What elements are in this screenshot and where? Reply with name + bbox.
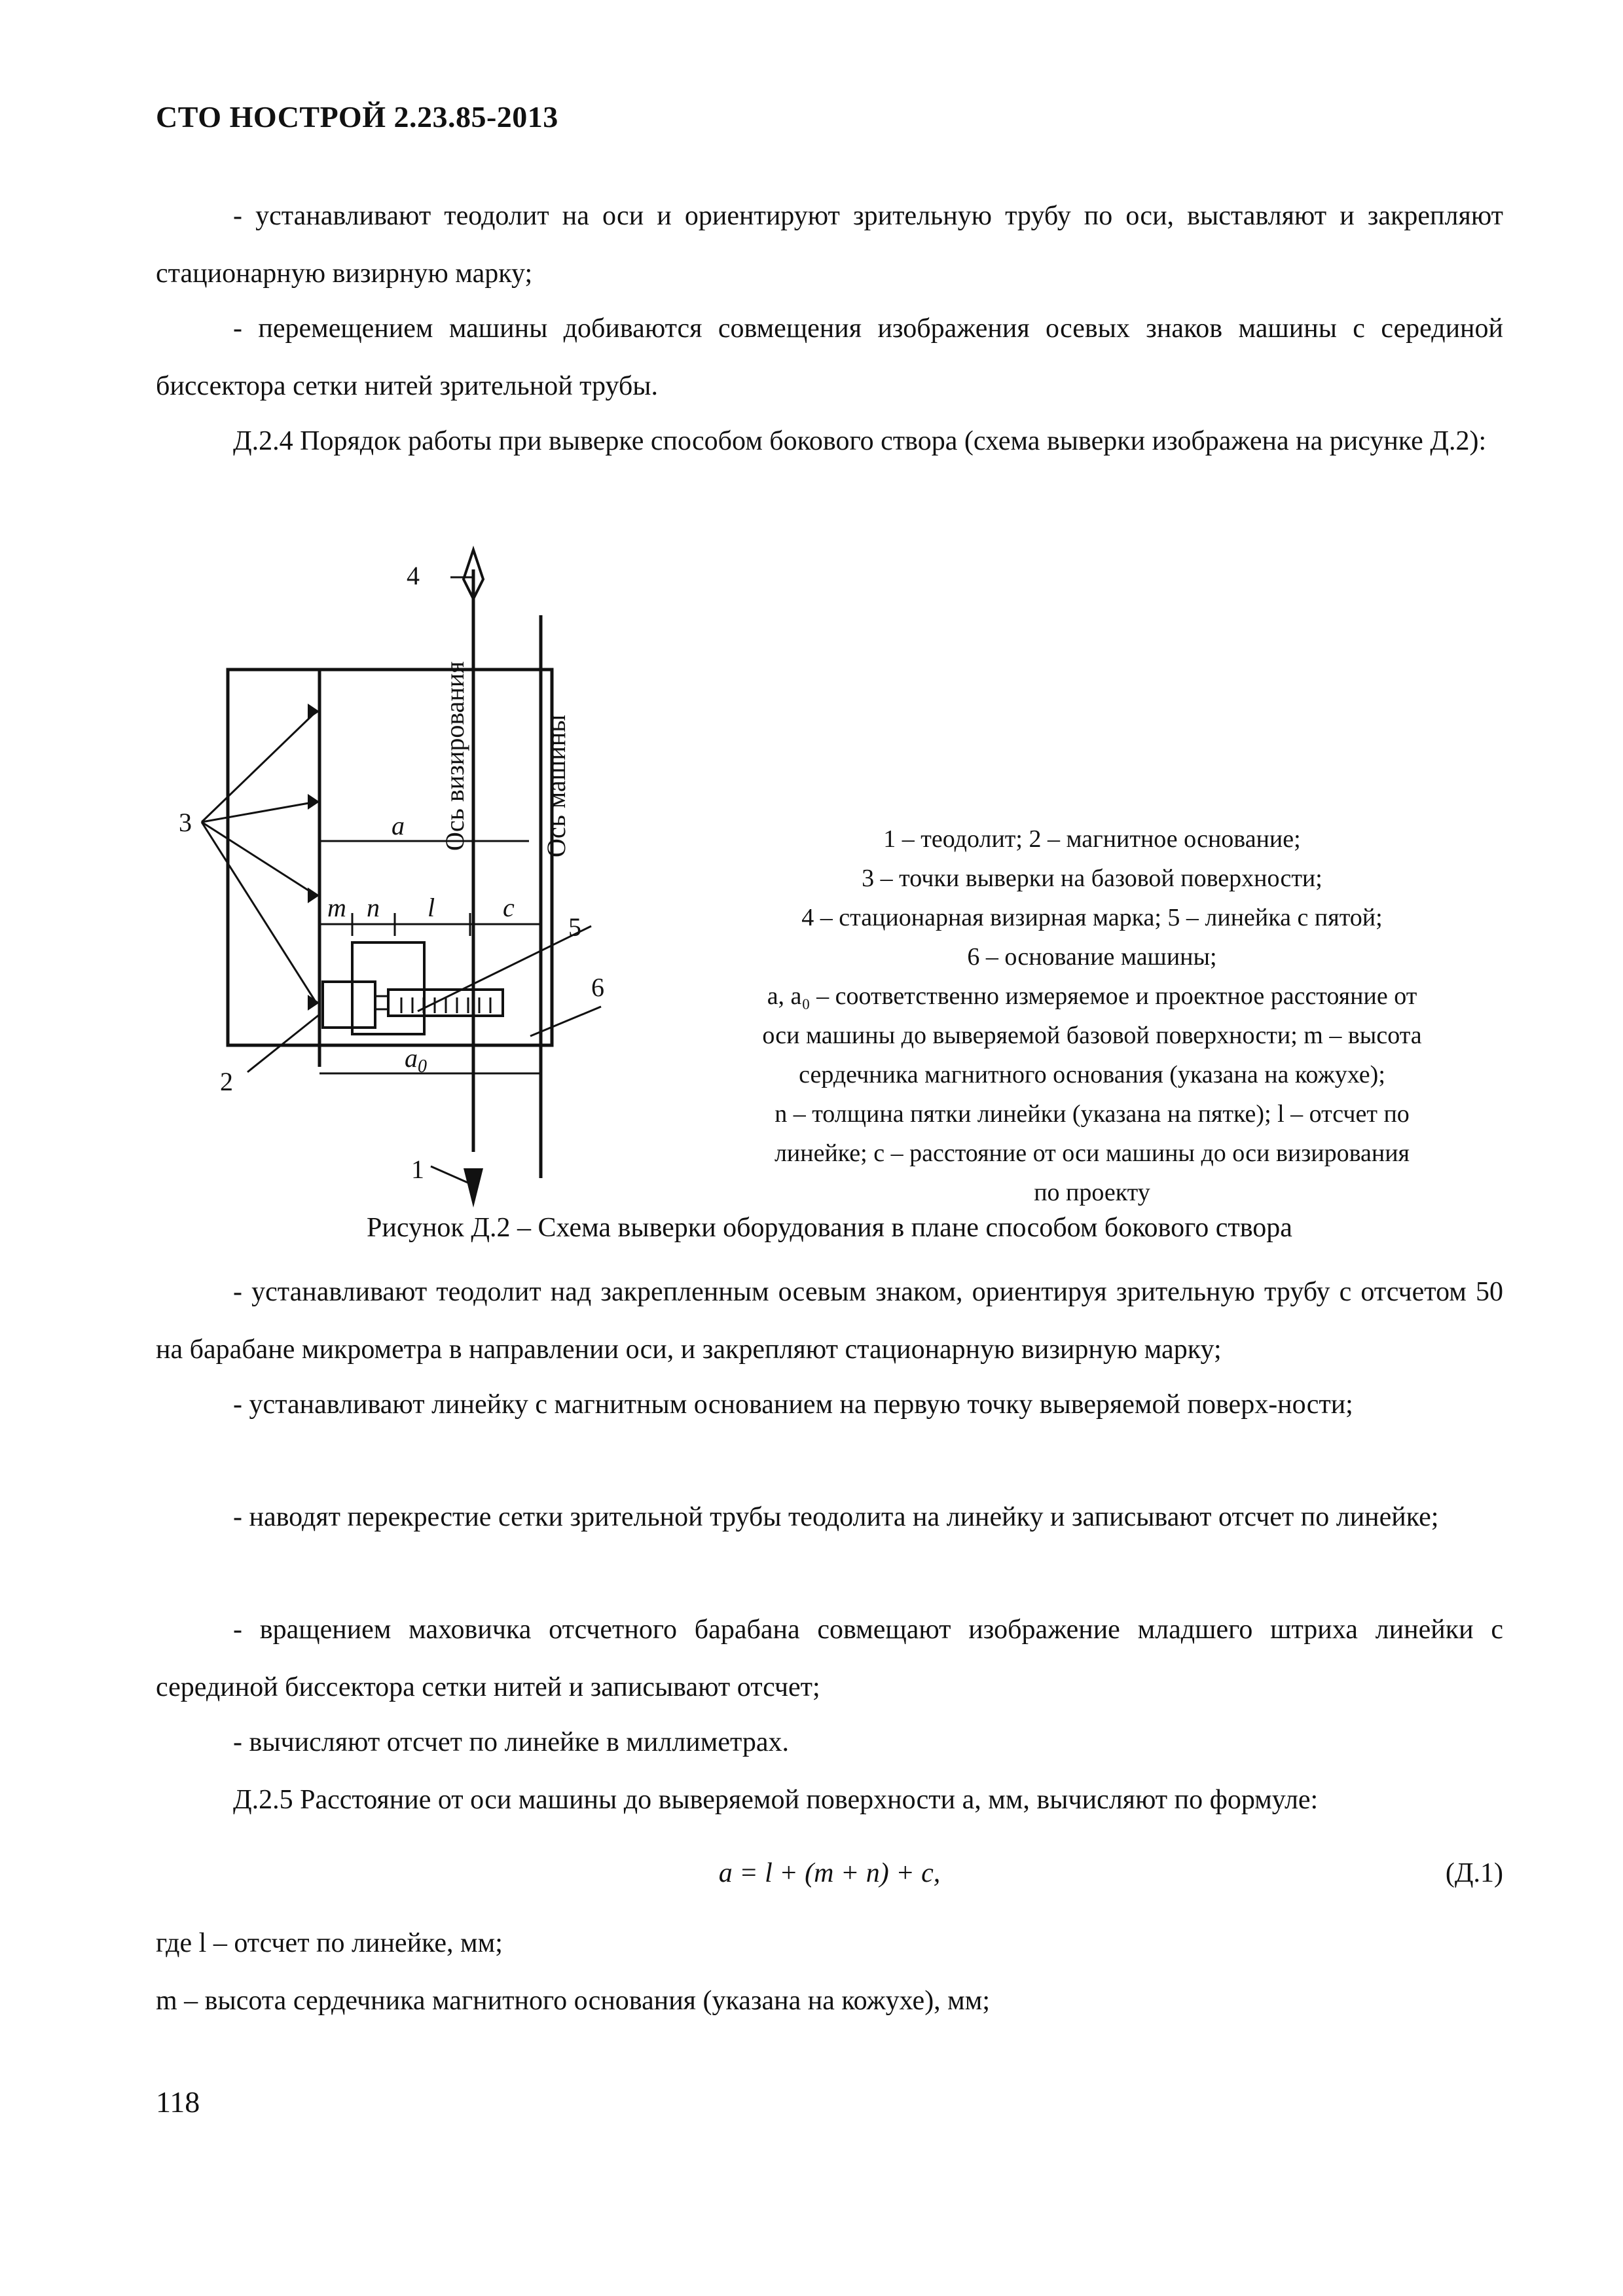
paragraph-7 <box>156 1601 1503 1716</box>
label-c: c <box>503 893 515 922</box>
label-axis-machine: Ось машины <box>541 714 571 857</box>
paragraph-6 <box>156 1488 1503 1546</box>
where-line-2: m – высота сердечника магнитного основания (указана на кожухе), мм; <box>156 1986 991 2016</box>
document-header: СТО НОСТРОЙ 2.23.85-2013 <box>156 100 558 134</box>
legend-line: 3 – точки выверки на базовой поверхности; <box>862 865 1322 892</box>
label-4: 4 <box>407 561 420 590</box>
label-l: l <box>428 893 435 922</box>
figure-d2 <box>156 524 1503 1230</box>
paragraph-2 <box>156 300 1503 415</box>
paragraph-8 <box>156 1713 1503 1771</box>
theodolite-marker <box>464 1168 483 1208</box>
page-number: 118 <box>156 2085 200 2119</box>
paragraph-7-text: - вращением маховичка отсчетного барабана совмещают изображение младшего штриха линейки с серединой биссектора сетки нитей и записывают отсчет; <box>156 1615 1503 1702</box>
formula-d1 <box>156 1857 1503 1903</box>
paragraph-5 <box>156 1376 1503 1433</box>
figure-legend <box>680 819 1504 1212</box>
paragraph-5-text: - устанавливают линейку с магнитным основанием на первую точку выверяемой поверх-ности; <box>233 1390 1353 1420</box>
label-a0: $a_0$ <box>405 1043 427 1077</box>
label-2: 2 <box>220 1067 233 1096</box>
paragraph-6-text: - наводят перекрестие сетки зрительной трубы теодолита на линейку и записывают отсчет по линейке; <box>233 1502 1439 1532</box>
magnetic-base <box>323 982 375 1028</box>
legend-line: сердечника магнитного основания (указана на кожухе); <box>799 1061 1385 1088</box>
label-m: m <box>327 893 346 922</box>
label-5: 5 <box>568 912 581 942</box>
legend-line: по проекту <box>1034 1179 1150 1206</box>
label-a: a <box>392 811 405 840</box>
formula-expression: a = l + (m + n) + c, <box>718 1858 941 1888</box>
paragraph-3-text: Д.2.4 Порядок работы при выверке способом бокового створа (схема выверки изображена на рисунке Д.2): <box>233 426 1487 456</box>
paragraph-1-text: - устанавливают теодолит на оси и ориентируют зрительную трубу по оси, выставляют и закрепляют стационарную визирную марку; <box>156 201 1503 289</box>
legend-line: оси машины до выверяемой базовой поверхности; m – высота <box>762 1022 1422 1049</box>
legend-line: линейке; c – расстояние от оси машины до оси визирования <box>774 1139 1410 1167</box>
paragraph-3 <box>156 412 1503 470</box>
paragraph-9 <box>156 1771 1503 1829</box>
paragraph-9-text: Д.2.5 Расстояние от оси машины до выверяемой поверхности a, мм, вычисляют по формуле: <box>233 1785 1319 1815</box>
formula-number: (Д.1) <box>1445 1858 1503 1888</box>
where-line-1: где l – отсчет по линейке, мм; <box>156 1928 503 1958</box>
legend-line: 1 – теодолит; 2 – магнитное основание; <box>883 825 1301 853</box>
paragraph-4 <box>156 1263 1503 1378</box>
label-axis-sight: Ось визирования <box>440 661 469 851</box>
legend-line: 4 – стационарная визирная марка; 5 – линейка с пятой; <box>801 904 1383 931</box>
paragraph-2-text: - перемещением машины добиваются совмещения изображения осевых знаков машины с серединой биссектора сетки нитей зрительной трубы. <box>156 314 1503 401</box>
paragraph-1 <box>156 187 1503 302</box>
figure-caption: Рисунок Д.2 – Схема выверки оборудования в плане способом бокового створа <box>367 1213 1292 1243</box>
legend-line: a, a₀ – соответственно измеряемое и проектное расстояние от <box>767 982 1417 1010</box>
alignment-diagram <box>156 524 680 1217</box>
paragraph-8-text: - вычисляют отсчет по линейке в миллиметрах. <box>233 1727 789 1757</box>
legend-line: n – толщина пятки линейки (указана на пятке); l – отсчет по <box>775 1100 1410 1128</box>
legend-line: 6 – основание машины; <box>967 943 1217 971</box>
label-3: 3 <box>179 808 192 837</box>
label-n: n <box>367 893 380 922</box>
label-1: 1 <box>411 1155 424 1184</box>
label-6: 6 <box>591 973 604 1002</box>
paragraph-4-text: - устанавливают теодолит над закрепленным осевым знаком, ориентируя зрительную трубу с отсчетом 50 на барабане микрометра в направлении оси, и закрепляют стационарную визирную марку; <box>156 1277 1503 1365</box>
